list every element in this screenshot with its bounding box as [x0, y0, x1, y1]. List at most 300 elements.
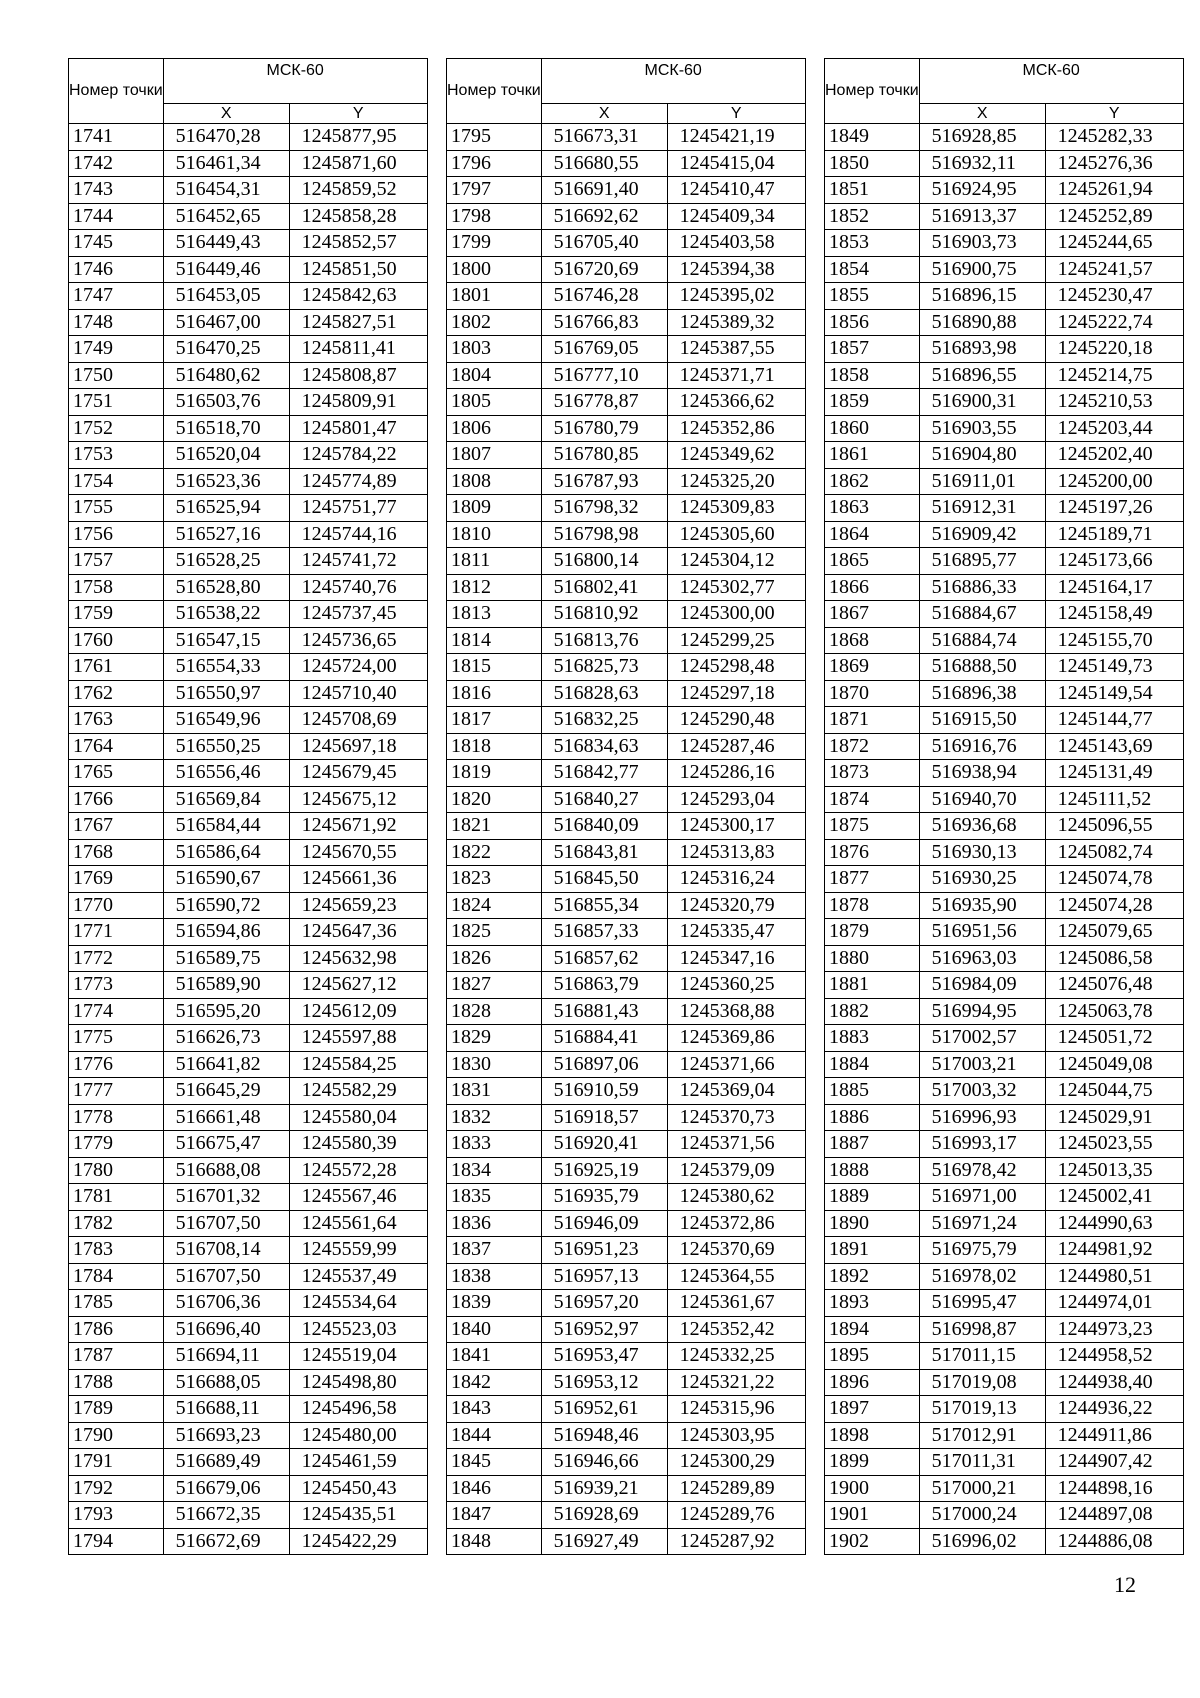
table-row	[447, 1502, 806, 1529]
x-coordinate-cell: 516679,06	[163, 1475, 289, 1502]
point-number-cell: 1781	[69, 1184, 164, 1211]
y-coordinate-cell: 1245450,43	[289, 1475, 427, 1502]
y-coordinate-cell: 1244936,22	[1045, 1396, 1183, 1423]
x-coordinate-cell: 516925,19	[541, 1157, 667, 1184]
table-row	[825, 1025, 1184, 1052]
table-row	[825, 1078, 1184, 1105]
x-coordinate-cell: 516547,15	[163, 627, 289, 654]
point-number-header: Номер точки	[447, 59, 542, 124]
point-number-cell: 1762	[69, 680, 164, 707]
point-number-cell: 1806	[447, 415, 542, 442]
point-number-cell: 1847	[447, 1502, 542, 1529]
point-number-header: Номер точки	[69, 59, 164, 124]
y-coordinate-cell: 1244981,92	[1045, 1237, 1183, 1264]
x-coordinate-cell: 516688,08	[163, 1157, 289, 1184]
point-number-cell: 1770	[69, 892, 164, 919]
x-coordinate-cell: 516920,41	[541, 1131, 667, 1158]
table-row	[825, 1051, 1184, 1078]
y-coordinate-cell: 1245230,47	[1045, 283, 1183, 310]
table-row	[447, 1422, 806, 1449]
table-row	[825, 654, 1184, 681]
y-coordinate-cell: 1245415,04	[667, 150, 805, 177]
table-row	[825, 998, 1184, 1025]
y-coordinate-cell: 1245029,91	[1045, 1104, 1183, 1131]
x-coordinate-cell: 516840,27	[541, 786, 667, 813]
y-coordinate-cell: 1245096,55	[1045, 813, 1183, 840]
y-coordinate-cell: 1244974,01	[1045, 1290, 1183, 1317]
y-coordinate-cell: 1245261,94	[1045, 177, 1183, 204]
table-row	[825, 150, 1184, 177]
x-coordinate-cell: 516549,96	[163, 707, 289, 734]
table-row	[447, 203, 806, 230]
point-number-cell: 1852	[825, 203, 920, 230]
point-number-cell: 1772	[69, 945, 164, 972]
x-coordinate-cell: 517011,31	[919, 1449, 1045, 1476]
point-number-cell: 1858	[825, 362, 920, 389]
y-coordinate-cell: 1245293,04	[667, 786, 805, 813]
x-coordinate-cell: 516626,73	[163, 1025, 289, 1052]
table-row	[825, 1422, 1184, 1449]
table-row	[825, 442, 1184, 469]
y-coordinate-cell: 1245352,86	[667, 415, 805, 442]
table-row	[447, 1025, 806, 1052]
x-coordinate-cell: 517019,08	[919, 1369, 1045, 1396]
x-header: X	[919, 104, 1045, 124]
y-coordinate-cell: 1245360,25	[667, 972, 805, 999]
x-coordinate-cell: 516840,09	[541, 813, 667, 840]
point-number-cell: 1877	[825, 866, 920, 893]
y-coordinate-cell: 1245361,67	[667, 1290, 805, 1317]
y-coordinate-cell: 1245290,48	[667, 707, 805, 734]
point-number-cell: 1802	[447, 309, 542, 336]
y-coordinate-cell: 1245871,60	[289, 150, 427, 177]
x-coordinate-cell: 516912,31	[919, 495, 1045, 522]
point-number-cell: 1863	[825, 495, 920, 522]
y-coordinate-cell: 1245409,34	[667, 203, 805, 230]
point-number-cell: 1897	[825, 1396, 920, 1423]
table-row	[447, 1449, 806, 1476]
table-row	[447, 309, 806, 336]
point-number-cell: 1865	[825, 548, 920, 575]
table-row	[69, 389, 428, 416]
point-number-cell: 1741	[69, 124, 164, 151]
x-coordinate-cell: 516948,46	[541, 1422, 667, 1449]
x-coordinate-cell: 516896,38	[919, 680, 1045, 707]
x-coordinate-cell: 516798,32	[541, 495, 667, 522]
point-number-cell: 1854	[825, 256, 920, 283]
table-row	[825, 283, 1184, 310]
table-row	[69, 1422, 428, 1449]
x-coordinate-cell: 516590,72	[163, 892, 289, 919]
table-row	[69, 1104, 428, 1131]
y-coordinate-cell: 1245784,22	[289, 442, 427, 469]
table-row	[447, 256, 806, 283]
point-number-cell: 1768	[69, 839, 164, 866]
y-header: Y	[1045, 104, 1183, 124]
x-coordinate-cell: 516661,48	[163, 1104, 289, 1131]
x-coordinate-cell: 516995,47	[919, 1290, 1045, 1317]
x-coordinate-cell: 516895,77	[919, 548, 1045, 575]
y-coordinate-cell: 1245708,69	[289, 707, 427, 734]
y-coordinate-cell: 1245189,71	[1045, 521, 1183, 548]
y-coordinate-cell: 1245369,04	[667, 1078, 805, 1105]
table-row	[69, 1157, 428, 1184]
table-row	[825, 1131, 1184, 1158]
point-number-cell: 1761	[69, 654, 164, 681]
x-coordinate-cell: 516707,50	[163, 1210, 289, 1237]
table-row	[69, 839, 428, 866]
table-row	[825, 813, 1184, 840]
point-number-cell: 1800	[447, 256, 542, 283]
x-coordinate-cell: 516595,20	[163, 998, 289, 1025]
point-number-cell: 1792	[69, 1475, 164, 1502]
y-coordinate-cell: 1245496,58	[289, 1396, 427, 1423]
table-row	[447, 283, 806, 310]
y-coordinate-cell: 1245580,04	[289, 1104, 427, 1131]
x-coordinate-cell: 516932,11	[919, 150, 1045, 177]
point-number-cell: 1860	[825, 415, 920, 442]
x-coordinate-cell: 516940,70	[919, 786, 1045, 813]
x-coordinate-cell: 516971,00	[919, 1184, 1045, 1211]
point-number-cell: 1754	[69, 468, 164, 495]
point-number-cell: 1783	[69, 1237, 164, 1264]
point-number-cell: 1824	[447, 892, 542, 919]
point-number-cell: 1773	[69, 972, 164, 999]
x-coordinate-cell: 516952,61	[541, 1396, 667, 1423]
table-row	[69, 1025, 428, 1052]
y-coordinate-cell: 1245300,17	[667, 813, 805, 840]
x-coordinate-cell: 516470,25	[163, 336, 289, 363]
table-row	[447, 468, 806, 495]
table-row	[69, 601, 428, 628]
y-coordinate-cell: 1245737,45	[289, 601, 427, 628]
table-row	[69, 203, 428, 230]
table-row	[447, 415, 806, 442]
y-coordinate-cell: 1245044,75	[1045, 1078, 1183, 1105]
y-coordinate-cell: 1245197,26	[1045, 495, 1183, 522]
y-coordinate-cell: 1245751,77	[289, 495, 427, 522]
y-coordinate-cell: 1245051,72	[1045, 1025, 1183, 1052]
point-number-cell: 1750	[69, 362, 164, 389]
point-number-cell: 1853	[825, 230, 920, 257]
x-coordinate-cell: 516672,35	[163, 1502, 289, 1529]
x-coordinate-cell: 516845,50	[541, 866, 667, 893]
y-coordinate-cell: 1245435,51	[289, 1502, 427, 1529]
point-number-cell: 1745	[69, 230, 164, 257]
y-coordinate-cell: 1245325,20	[667, 468, 805, 495]
x-coordinate-cell: 516996,93	[919, 1104, 1045, 1131]
point-number-cell: 1777	[69, 1078, 164, 1105]
x-coordinate-cell: 516675,47	[163, 1131, 289, 1158]
point-number-cell: 1747	[69, 283, 164, 310]
x-coordinate-cell: 516766,83	[541, 309, 667, 336]
x-coordinate-cell: 516935,79	[541, 1184, 667, 1211]
point-number-cell: 1864	[825, 521, 920, 548]
table-row	[69, 972, 428, 999]
point-number-cell: 1748	[69, 309, 164, 336]
x-coordinate-cell: 516800,14	[541, 548, 667, 575]
point-number-cell: 1821	[447, 813, 542, 840]
point-number-cell: 1742	[69, 150, 164, 177]
x-coordinate-cell: 516900,31	[919, 389, 1045, 416]
table-row	[69, 1131, 428, 1158]
y-coordinate-cell: 1245659,23	[289, 892, 427, 919]
y-coordinate-cell: 1245282,33	[1045, 124, 1183, 151]
y-coordinate-cell: 1245724,00	[289, 654, 427, 681]
x-coordinate-cell: 516832,25	[541, 707, 667, 734]
x-coordinate-cell: 516904,80	[919, 442, 1045, 469]
table-row	[825, 362, 1184, 389]
table-row	[447, 1157, 806, 1184]
point-number-cell: 1775	[69, 1025, 164, 1052]
x-coordinate-cell: 516897,06	[541, 1051, 667, 1078]
y-coordinate-cell: 1245074,78	[1045, 866, 1183, 893]
y-coordinate-cell: 1245111,52	[1045, 786, 1183, 813]
x-coordinate-cell: 516705,40	[541, 230, 667, 257]
y-coordinate-cell: 1245679,45	[289, 760, 427, 787]
y-coordinate-cell: 1245582,29	[289, 1078, 427, 1105]
y-coordinate-cell: 1245074,28	[1045, 892, 1183, 919]
x-coordinate-cell: 516881,43	[541, 998, 667, 1025]
y-coordinate-cell: 1245347,16	[667, 945, 805, 972]
y-coordinate-cell: 1245774,89	[289, 468, 427, 495]
x-coordinate-cell: 516939,21	[541, 1475, 667, 1502]
y-coordinate-cell: 1245537,49	[289, 1263, 427, 1290]
point-number-cell: 1794	[69, 1528, 164, 1555]
y-coordinate-cell: 1245710,40	[289, 680, 427, 707]
table-row	[69, 627, 428, 654]
point-number-cell: 1760	[69, 627, 164, 654]
y-coordinate-cell: 1245313,83	[667, 839, 805, 866]
x-coordinate-cell: 516645,29	[163, 1078, 289, 1105]
table-row	[825, 309, 1184, 336]
table-row	[69, 1078, 428, 1105]
point-number-cell: 1898	[825, 1422, 920, 1449]
table-row	[447, 1369, 806, 1396]
y-coordinate-cell: 1245366,62	[667, 389, 805, 416]
y-coordinate-cell: 1245300,29	[667, 1449, 805, 1476]
point-number-cell: 1885	[825, 1078, 920, 1105]
y-coordinate-cell: 1245670,55	[289, 839, 427, 866]
y-coordinate-cell: 1245164,17	[1045, 574, 1183, 601]
y-coordinate-cell: 1245808,87	[289, 362, 427, 389]
table-row	[825, 945, 1184, 972]
y-coordinate-cell: 1245371,71	[667, 362, 805, 389]
x-coordinate-cell: 516449,46	[163, 256, 289, 283]
y-coordinate-cell: 1245276,36	[1045, 150, 1183, 177]
y-coordinate-cell: 1245244,65	[1045, 230, 1183, 257]
y-coordinate-cell: 1245584,25	[289, 1051, 427, 1078]
x-coordinate-cell: 516994,95	[919, 998, 1045, 1025]
y-coordinate-cell: 1245661,36	[289, 866, 427, 893]
x-coordinate-cell: 516843,81	[541, 839, 667, 866]
x-coordinate-cell: 516886,33	[919, 574, 1045, 601]
table-row	[447, 680, 806, 707]
table-row	[447, 813, 806, 840]
table-row	[69, 495, 428, 522]
x-coordinate-cell: 516452,65	[163, 203, 289, 230]
y-coordinate-cell: 1245559,99	[289, 1237, 427, 1264]
y-coordinate-cell: 1245580,39	[289, 1131, 427, 1158]
y-coordinate-cell: 1245858,28	[289, 203, 427, 230]
y-coordinate-cell: 1245287,92	[667, 1528, 805, 1555]
table-row	[447, 521, 806, 548]
y-header: Y	[289, 104, 427, 124]
table-row	[825, 1528, 1184, 1555]
table-row	[825, 389, 1184, 416]
x-coordinate-cell: 516930,13	[919, 839, 1045, 866]
y-coordinate-cell: 1245736,65	[289, 627, 427, 654]
table-row	[69, 442, 428, 469]
point-number-cell: 1766	[69, 786, 164, 813]
x-coordinate-cell: 516554,33	[163, 654, 289, 681]
y-coordinate-cell: 1245410,47	[667, 177, 805, 204]
point-number-cell: 1878	[825, 892, 920, 919]
y-coordinate-cell: 1245523,03	[289, 1316, 427, 1343]
table-row	[825, 1343, 1184, 1370]
point-number-cell: 1866	[825, 574, 920, 601]
table-row	[447, 1290, 806, 1317]
table-row	[447, 1343, 806, 1370]
y-coordinate-cell: 1245086,58	[1045, 945, 1183, 972]
table-row	[69, 1316, 428, 1343]
point-number-cell: 1828	[447, 998, 542, 1025]
table-row	[69, 468, 428, 495]
table-row	[69, 866, 428, 893]
y-coordinate-cell: 1245299,25	[667, 627, 805, 654]
table-row	[69, 680, 428, 707]
point-number-cell: 1833	[447, 1131, 542, 1158]
y-coordinate-cell: 1245811,41	[289, 336, 427, 363]
point-number-cell: 1872	[825, 733, 920, 760]
y-coordinate-cell: 1245149,73	[1045, 654, 1183, 681]
x-coordinate-cell: 516701,32	[163, 1184, 289, 1211]
y-coordinate-cell: 1245519,04	[289, 1343, 427, 1370]
y-coordinate-cell: 1245352,42	[667, 1316, 805, 1343]
point-number-cell: 1801	[447, 283, 542, 310]
x-coordinate-cell: 516842,77	[541, 760, 667, 787]
point-number-cell: 1901	[825, 1502, 920, 1529]
y-coordinate-cell: 1245158,49	[1045, 601, 1183, 628]
table-row	[69, 1369, 428, 1396]
coordinates-table-2	[446, 58, 806, 1555]
point-number-cell: 1823	[447, 866, 542, 893]
x-coordinate-cell: 516454,31	[163, 177, 289, 204]
y-coordinate-cell: 1245801,47	[289, 415, 427, 442]
x-coordinate-cell: 516884,41	[541, 1025, 667, 1052]
y-coordinate-cell: 1245082,74	[1045, 839, 1183, 866]
y-coordinate-cell: 1245671,92	[289, 813, 427, 840]
point-number-cell: 1840	[447, 1316, 542, 1343]
y-coordinate-cell: 1245079,65	[1045, 919, 1183, 946]
point-number-cell: 1805	[447, 389, 542, 416]
point-number-cell: 1890	[825, 1210, 920, 1237]
table-row	[69, 1210, 428, 1237]
x-coordinate-cell: 516693,23	[163, 1422, 289, 1449]
table-row	[825, 124, 1184, 151]
y-coordinate-cell: 1245286,16	[667, 760, 805, 787]
y-coordinate-cell: 1245303,95	[667, 1422, 805, 1449]
coordinates-table-3	[824, 58, 1184, 1555]
x-coordinate-cell: 516993,17	[919, 1131, 1045, 1158]
x-coordinate-cell: 516461,34	[163, 150, 289, 177]
coordinates-table-1	[68, 58, 428, 1555]
y-coordinate-cell: 1245210,53	[1045, 389, 1183, 416]
point-number-cell: 1787	[69, 1343, 164, 1370]
point-number-cell: 1769	[69, 866, 164, 893]
point-number-cell: 1900	[825, 1475, 920, 1502]
x-coordinate-cell: 516825,73	[541, 654, 667, 681]
coordinate-system-header: МСК-60	[919, 59, 1183, 104]
x-coordinate-cell: 516857,62	[541, 945, 667, 972]
point-number-cell: 1882	[825, 998, 920, 1025]
table-row	[825, 760, 1184, 787]
table-row	[447, 627, 806, 654]
table-row	[825, 336, 1184, 363]
point-number-cell: 1751	[69, 389, 164, 416]
table-row	[69, 892, 428, 919]
point-number-cell: 1862	[825, 468, 920, 495]
table-row	[825, 1449, 1184, 1476]
x-coordinate-cell: 516909,42	[919, 521, 1045, 548]
y-coordinate-cell: 1245149,54	[1045, 680, 1183, 707]
table-row	[825, 733, 1184, 760]
y-coordinate-cell: 1245316,24	[667, 866, 805, 893]
x-coordinate-cell: 516946,66	[541, 1449, 667, 1476]
point-number-cell: 1839	[447, 1290, 542, 1317]
table-row	[69, 336, 428, 363]
x-coordinate-cell: 516911,01	[919, 468, 1045, 495]
x-coordinate-cell: 516778,87	[541, 389, 667, 416]
x-coordinate-cell: 516978,42	[919, 1157, 1045, 1184]
table-row	[447, 1528, 806, 1555]
table-row	[825, 495, 1184, 522]
y-header: Y	[667, 104, 805, 124]
x-coordinate-cell: 516520,04	[163, 442, 289, 469]
point-number-cell: 1848	[447, 1528, 542, 1555]
y-coordinate-cell: 1245173,66	[1045, 548, 1183, 575]
point-number-cell: 1782	[69, 1210, 164, 1237]
y-coordinate-cell: 1245252,89	[1045, 203, 1183, 230]
table-row	[825, 839, 1184, 866]
point-number-cell: 1814	[447, 627, 542, 654]
y-coordinate-cell: 1245289,89	[667, 1475, 805, 1502]
point-number-cell: 1902	[825, 1528, 920, 1555]
x-coordinate-cell: 516528,25	[163, 548, 289, 575]
x-coordinate-cell: 516857,33	[541, 919, 667, 946]
y-coordinate-cell: 1245298,48	[667, 654, 805, 681]
y-coordinate-cell: 1244911,86	[1045, 1422, 1183, 1449]
point-number-cell: 1788	[69, 1369, 164, 1396]
table-row	[447, 1078, 806, 1105]
x-coordinate-cell: 516694,11	[163, 1343, 289, 1370]
x-coordinate-cell: 516780,79	[541, 415, 667, 442]
table-row	[825, 1290, 1184, 1317]
y-coordinate-cell: 1245612,09	[289, 998, 427, 1025]
point-number-cell: 1807	[447, 442, 542, 469]
x-coordinate-cell: 516708,14	[163, 1237, 289, 1264]
table-row	[447, 1104, 806, 1131]
table-row	[825, 415, 1184, 442]
y-coordinate-cell: 1245076,48	[1045, 972, 1183, 999]
x-coordinate-cell: 516971,24	[919, 1210, 1045, 1237]
table-row	[69, 362, 428, 389]
point-number-cell: 1804	[447, 362, 542, 389]
point-number-cell: 1857	[825, 336, 920, 363]
table-row	[69, 1343, 428, 1370]
x-coordinate-cell: 516688,11	[163, 1396, 289, 1423]
x-coordinate-cell: 516884,67	[919, 601, 1045, 628]
